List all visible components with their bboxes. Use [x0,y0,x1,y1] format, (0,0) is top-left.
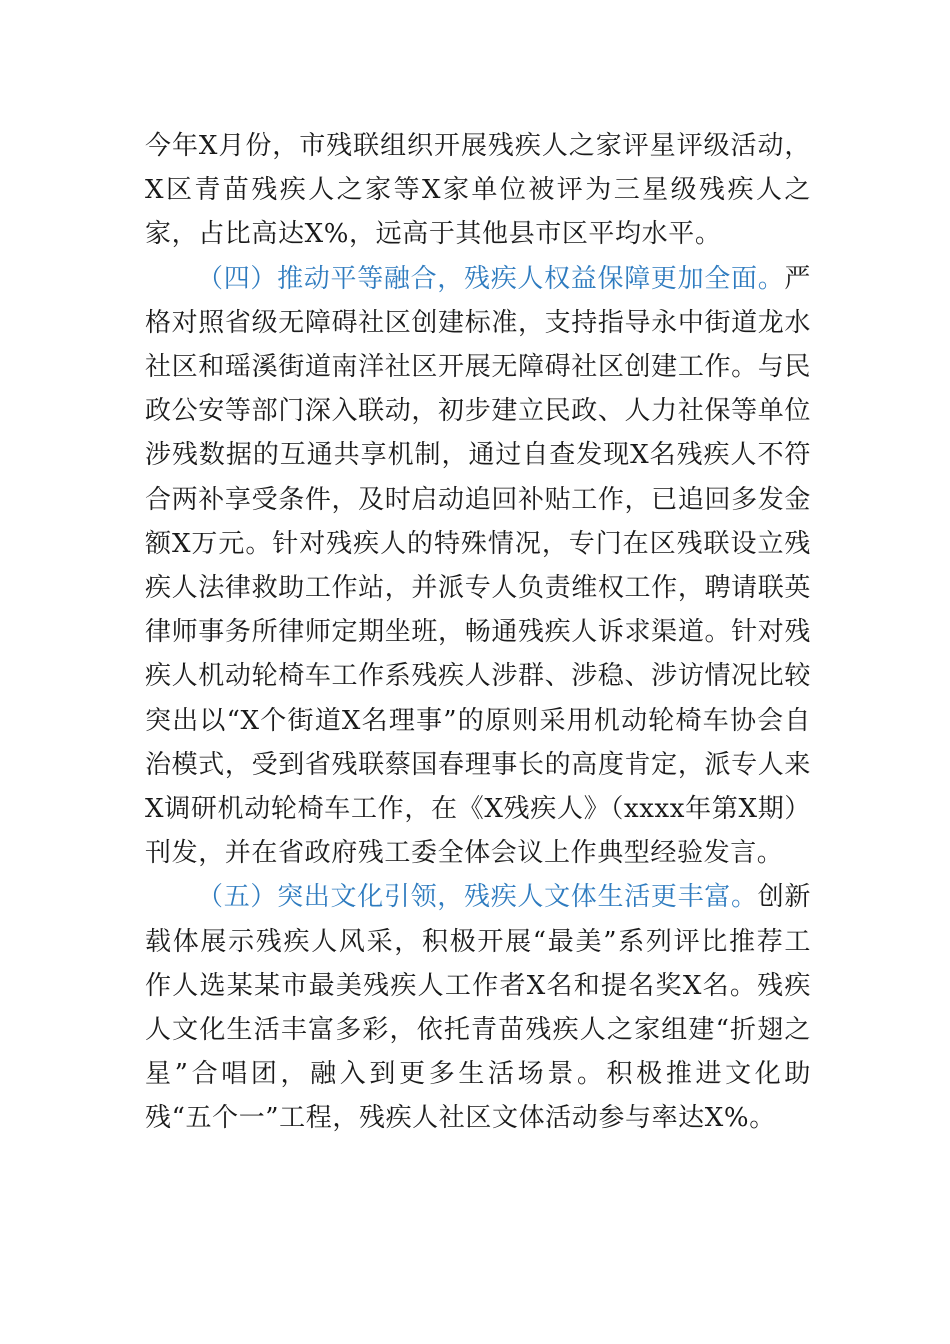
paragraph-text: 创新载体展示残疾人风采，积极开展“最美”系列评比推荐工作人选某某市最美残疾人工作者X名和提名奖X名。残疾人文化生活丰富多彩，依托青苗残疾人之家组建“折翅之星”合唱团，融入到更多生活场景。积极推进文化助残“五个一”工程，残疾人社区文体活动参与率达X%。 [145,882,812,1134]
paragraph-continuation [145,124,811,257]
paragraph-section-5 [145,875,811,1140]
paragraph-section-4 [145,257,811,876]
paragraph-text: 严格对照省级无障碍社区创建标准，支持指导永中街道龙水社区和瑶溪街道南洋社区开展无障碍社区创建工作。与民政公安等部门深入联动，初步建立民政、人力社保等单位涉残数据的互通共享机制，通过自查发现X名残疾人不符合两补享受条件，及时启动追回补贴工作，已追回多发金额X万元。针对残疾人的特殊情况，专门在区残联设立残疾人法律救助工作站，并派专人负责维权工作，聘请联英律师事务所律师定期坐班，畅通残疾人诉求渠道。针对残疾人机动轮椅车工作系残疾人涉群、涉稳、涉访情况比较突出以“X个街道X名理事”的原则采用机动轮椅车协会自治模式，受到省残联蔡国春理事长的高度肯定，派专人来X调研机动轮椅车工作，在《X残疾人》（xxxx年第X期）刊发，并在省政府残工委全体会议上作典型经验发言。 [145,263,811,869]
document-body [145,124,811,1141]
section-heading-4: （四）推动平等融合，残疾人权益保障更加全面。 [197,263,785,294]
paragraph-text: 今年X月份，市残联组织开展残疾人之家评星评级活动，X区青苗残疾人之家等X家单位被评为三星级残疾人之家，占比高达X%，远高于其他县市区平均水平。 [145,131,811,250]
section-heading-5: （五）突出文化引领，残疾人文体生活更丰富。 [197,882,758,913]
